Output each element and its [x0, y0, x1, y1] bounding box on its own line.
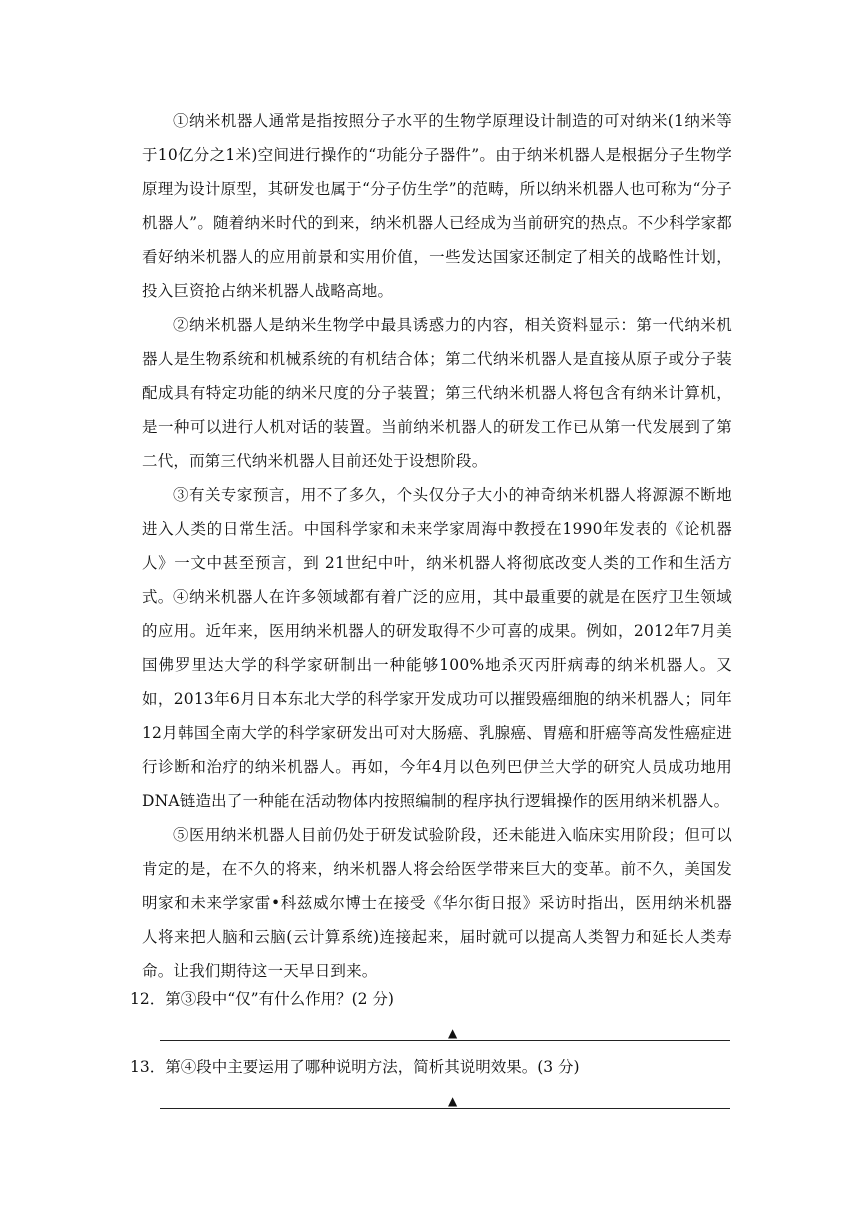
- article-paragraph-3: ③有关专家预言，用不了多久，个头仅分子大小的神奇纳米机器人将源源不断地进入人类的日常生活。中国科学家和未来学家周海中教授在1990年发表的《论机器人》一文中甚至预言，到 21世纪中叶，纳米机器人将彻底改变人类的工作和生活方式。: [142, 486, 732, 606]
- question-12: 12．第③段中“仅”有什么作用？(2 分): [130, 990, 394, 1008]
- article-paragraph-2: ②纳米机器人是纳米生物学中最具诱惑力的内容，相关资料显示：第一代纳米机器人是生物系统和机械系统的有机结合体；第二代纳米机器人是直接从原子或分子装配成具有特定功能的纳米尺度的分子装置；第三代纳米机器人将包含有纳米计算机，是一种可以进行人机对话的装置。当前纳米机器人的研发工作已从第一代发展到了第二代，而第三代纳米机器人目前还处于设想阶段。: [142, 316, 732, 470]
- article-paragraph-5: ⑤医用纳米机器人目前仍处于研发试验阶段，还未能进入临床实用阶段；但可以肯定的是，在不久的将来，纳米机器人将会给医学带来巨大的变革。前不久，美国发明家和未来学家雷•科兹威尔博士在接受《华尔街日报》采访时指出，医用纳米机器人将来把人脑和云脑(云计算系统)连接起来，届时就可以提高人类智力和延长人类寿命。让我们期待这一天早日到来。: [142, 826, 732, 980]
- answer-marker-triangle-icon: ▲: [448, 1026, 458, 1040]
- answer-line-13[interactable]: [160, 1108, 730, 1109]
- question-13: 13．第④段中主要运用了哪种说明方法，简析其说明效果。(3 分): [130, 1058, 580, 1076]
- article-paragraph-1: ①纳米机器人通常是指按照分子水平的生物学原理设计制造的可对纳米(1纳米等于10亿分之1米)空间进行操作的“功能分子器件”。由于纳米机器人是根据分子生物学原理为设计原型，其研发也属于“分子仿生学”的范畴，所以纳米机器人也可称为“分子机器人”。随着纳米时代的到来，纳米机器人已经成为当前研究的热点。不少科学家都看好纳米机器人的应用前景和实用价值，一些发达国家还制定了相关的战略性计划，投入巨资抢占纳米机器人战略高地。: [142, 112, 732, 300]
- answer-line-12[interactable]: [160, 1040, 730, 1041]
- answer-marker-triangle-icon: ▲: [448, 1094, 458, 1108]
- article-paragraph-4: ④纳米机器人在许多领域都有着广泛的应用，其中最重要的就是在医疗卫生领域的应用。近年来，医用纳米机器人的研发取得不少可喜的成果。例如，2012年7月美国佛罗里达大学的科学家研制出一种能够100%地杀灭丙肝病毒的纳米机器人。又如，2013年6月日本东北大学的科学家开发成功可以摧毁癌细胞的纳米机器人；同年12月韩国全南大学的科学家研发出可对大肠癌、乳腺癌、胃癌和肝癌等高发性癌症进行诊断和治疗的纳米机器人。再如，今年4月以色列巴伊兰大学的研究人员成功地用DNA链造出了一种能在活动物体内按照编制的程序执行逻辑操作的医用纳米机器人。: [142, 588, 732, 810]
